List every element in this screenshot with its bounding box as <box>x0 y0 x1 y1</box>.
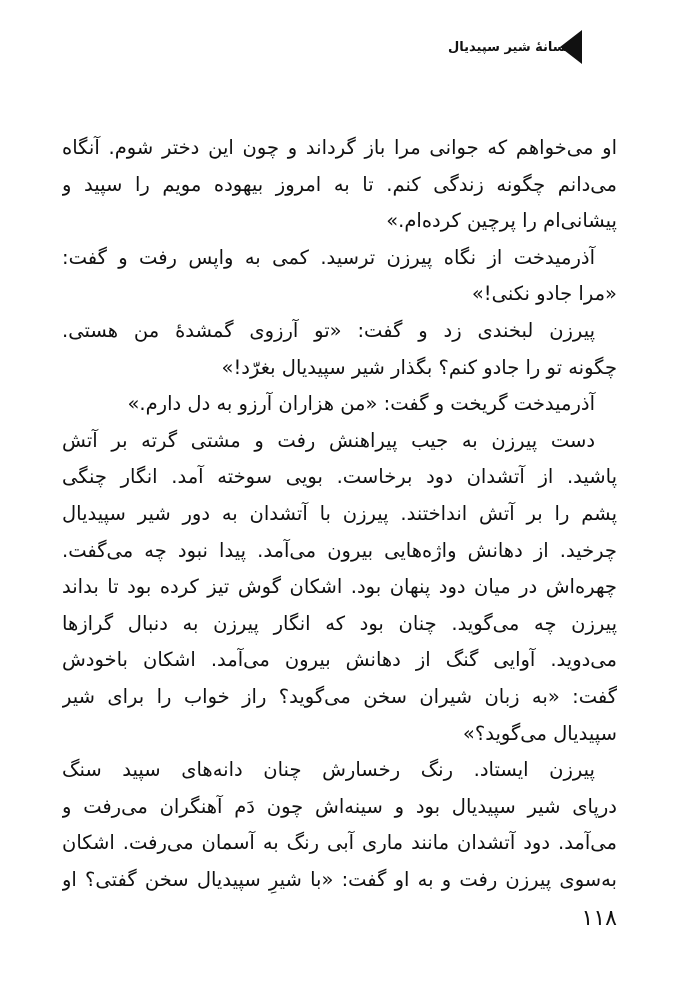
text-line: آذرمیدخت گریخت و گفت: «من هزاران آرزو به دل دارم.» <box>127 392 595 416</box>
text-line: می‌آمد. دود آتشدان مانند ماری آبی رنگ به آسمان می‌رفت. اشکان <box>62 831 617 855</box>
text-line: چگونه تو را جادو کنم؟ بگذار شیر سپیدیال بغرّد!» <box>221 355 617 379</box>
page-number: ۱۱۸ <box>581 906 617 931</box>
text-line: پیشانی‌ام را پرچین کرده‌ام.» <box>386 209 617 233</box>
text-line: درپای شیر سپیدیال بود و سینه‌اش چون دَم آهنگران می‌رفت و <box>62 794 617 818</box>
text-line: به‌سوی پیرزن رفت و به او گفت: «با شیرِ سپیدیال سخن گفتی؟ او <box>62 867 617 891</box>
text-line: گفت: «به زبان شیران سخن می‌گوید؟ راز خواب را برای شیر <box>62 684 617 708</box>
text-line: «مرا جادو نکنی!» <box>471 282 617 306</box>
text-line: پیرزن لبخندی زد و گفت: «تو آرزوی گمشدهٔ من هستی. <box>62 318 595 342</box>
text-line: چهره‌اش در میان دود پنهان بود. اشکان گوش تیز کرده بود تا بداند <box>62 575 617 599</box>
text-line: پیرزن ایستاد. رنگ رخسارش چنان دانه‌های سپید سنگ <box>62 758 595 782</box>
text-line: می‌دانم چگونه زندگی کنم. تا به امروز بیهوده مویم را سپید و <box>62 172 617 196</box>
text-line: آذرمیدخت از نگاه پیرزن ترسید. کمی به واپس رفت و گفت: <box>62 245 595 269</box>
text-line: پاشید. از آتشدان دود برخاست. بویی سوخته آمد. انگار چنگی <box>62 465 617 489</box>
text-line: او می‌خواهم که جوانی مرا باز گرداند و چون این دختر شوم. آنگاه <box>62 136 617 159</box>
text-line: پیرزن چه می‌گوید. چنان بود که انگار پیرزن به دنبال گرازها <box>62 611 617 635</box>
text-line: می‌دوید. آوایی گنگ از دهانش بیرون می‌آمد. اشکان باخودش <box>62 648 617 672</box>
triangle-marker-icon <box>560 30 582 64</box>
body-text <box>62 130 617 898</box>
text-line: چرخید. از دهانش واژه‌هایی بیرون می‌آمد. پیدا نبود چه می‌گفت. <box>62 538 617 562</box>
text-line: سپیدیال می‌گوید؟» <box>462 721 617 745</box>
running-header-title: افسانهٔ شیر سپیدیال <box>447 39 579 55</box>
text-line: پشم را بر آتش انداختند. پیرزن با آتشدان به دور شیر سپیدیال <box>62 501 617 525</box>
text-line: دست پیرزن به جیب پیراهنش رفت و مشتی گرته بر آتش <box>62 428 595 452</box>
